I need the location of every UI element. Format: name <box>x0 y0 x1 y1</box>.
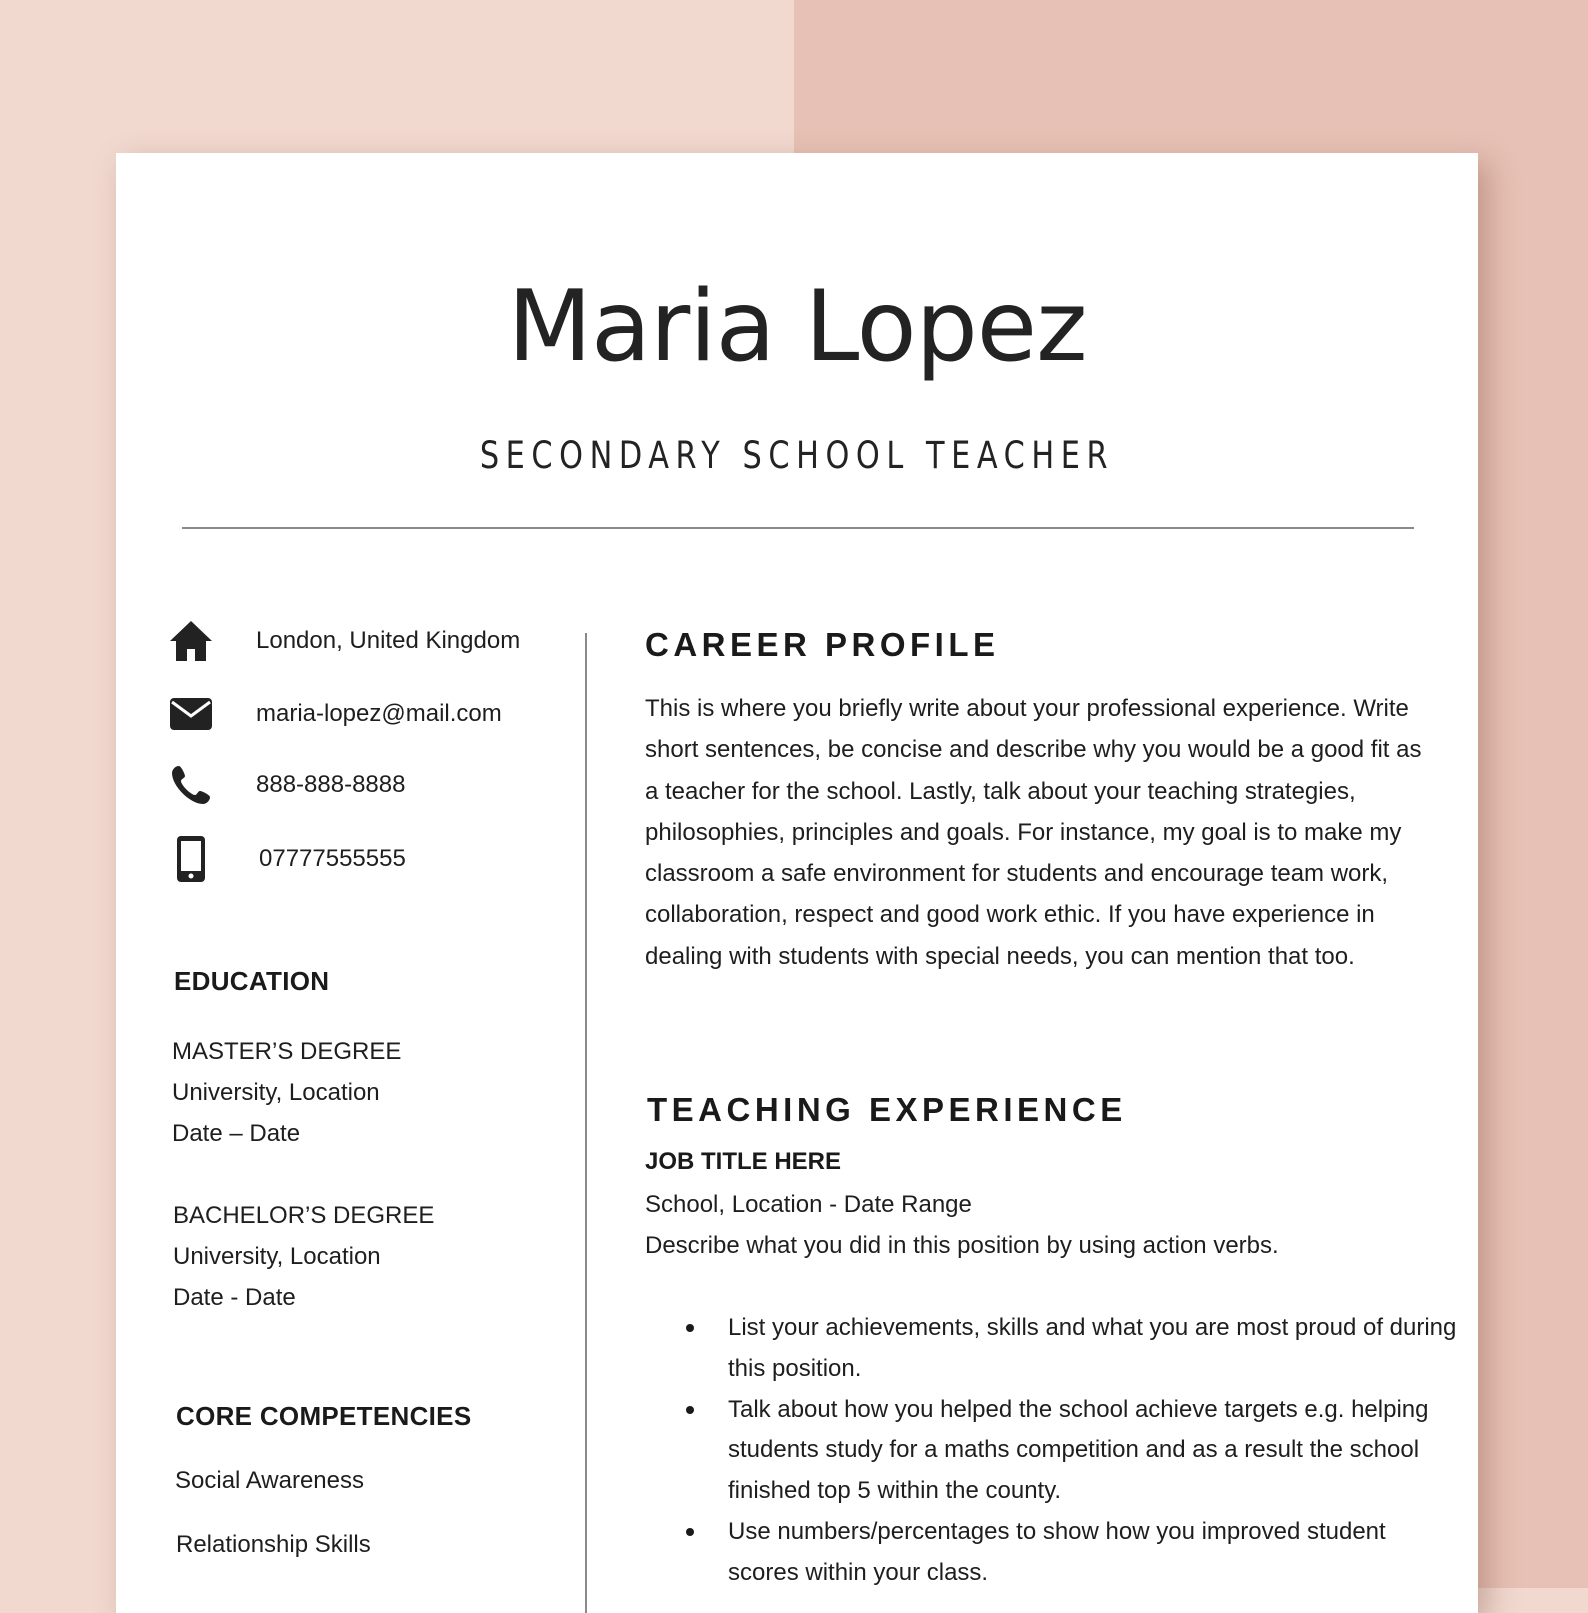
education-heading: EDUCATION <box>174 966 330 996</box>
contact-phone-text: 888-888-8888 <box>256 771 406 798</box>
mobile-phone-icon <box>168 836 214 882</box>
competency-item: Relationship Skills <box>176 1531 371 1558</box>
contact-email-text[interactable]: maria-lopez@mail.com <box>256 700 502 727</box>
degree-name: MASTER’S DEGREE <box>172 1038 402 1065</box>
job-school-line: School, Location - Date Range <box>645 1191 972 1218</box>
contact-mobile-text: 07777555555 <box>259 845 406 872</box>
contact-location-text: London, United Kingdom <box>256 627 521 654</box>
teaching-experience-heading: TEACHING EXPERIENCE <box>647 1091 1127 1128</box>
header-divider <box>182 527 1414 529</box>
achievement-list <box>676 1308 1463 1594</box>
degree-dates: Date - Date <box>173 1284 296 1311</box>
list-item: List your achievements, skills and what you are most proud of during this position. <box>728 1308 1463 1390</box>
degree-name: BACHELOR’S DEGREE <box>173 1202 435 1229</box>
education-entry-masters <box>172 1031 401 1154</box>
degree-school: University, Location <box>172 1079 380 1106</box>
resume-sheet <box>116 153 1478 1613</box>
resume-job-title: SECONDARY SCHOOL TEACHER <box>479 434 1115 477</box>
degree-school: University, Location <box>173 1243 381 1270</box>
education-entry-bachelors <box>173 1195 434 1318</box>
contact-location <box>168 618 521 664</box>
degree-dates: Date – Date <box>172 1120 301 1147</box>
job-details <box>645 1184 1279 1266</box>
competencies-heading: CORE COMPETENCIES <box>176 1401 472 1431</box>
list-item: Talk about how you helped the school achieve targets e.g. helping students study for a maths competition and as a result the school finished top 5 within the county. <box>728 1390 1463 1512</box>
phone-icon <box>168 762 214 808</box>
resume-name: Maria Lopez <box>507 270 1087 384</box>
contact-mobile <box>168 836 406 882</box>
career-profile-heading: CAREER PROFILE <box>645 626 1000 663</box>
home-icon <box>168 618 214 664</box>
envelope-icon <box>168 691 214 737</box>
competency-item: Social Awareness <box>175 1467 364 1494</box>
list-item: Use numbers/percentages to show how you improved student scores within your class. <box>728 1512 1463 1594</box>
job-description: Describe what you did in this position by using action verbs. <box>645 1232 1279 1259</box>
career-profile-text: This is where you briefly write about your professional experience. Write short sentences, be concise and describe why you would be a good fit as a teacher for the school. Lastly, talk about your teaching strategies, philosophies, principles and goals. For instance, my goal is to make my classroom a safe environment for students and encourage team work, collaboration, respect and good work ethic. If you have experience in dealing with students with special needs, you can mention that too. <box>645 695 1422 970</box>
job-title: JOB TITLE HERE <box>645 1148 842 1175</box>
contact-phone <box>168 762 406 808</box>
column-divider <box>585 633 587 1613</box>
contact-email <box>168 691 502 737</box>
